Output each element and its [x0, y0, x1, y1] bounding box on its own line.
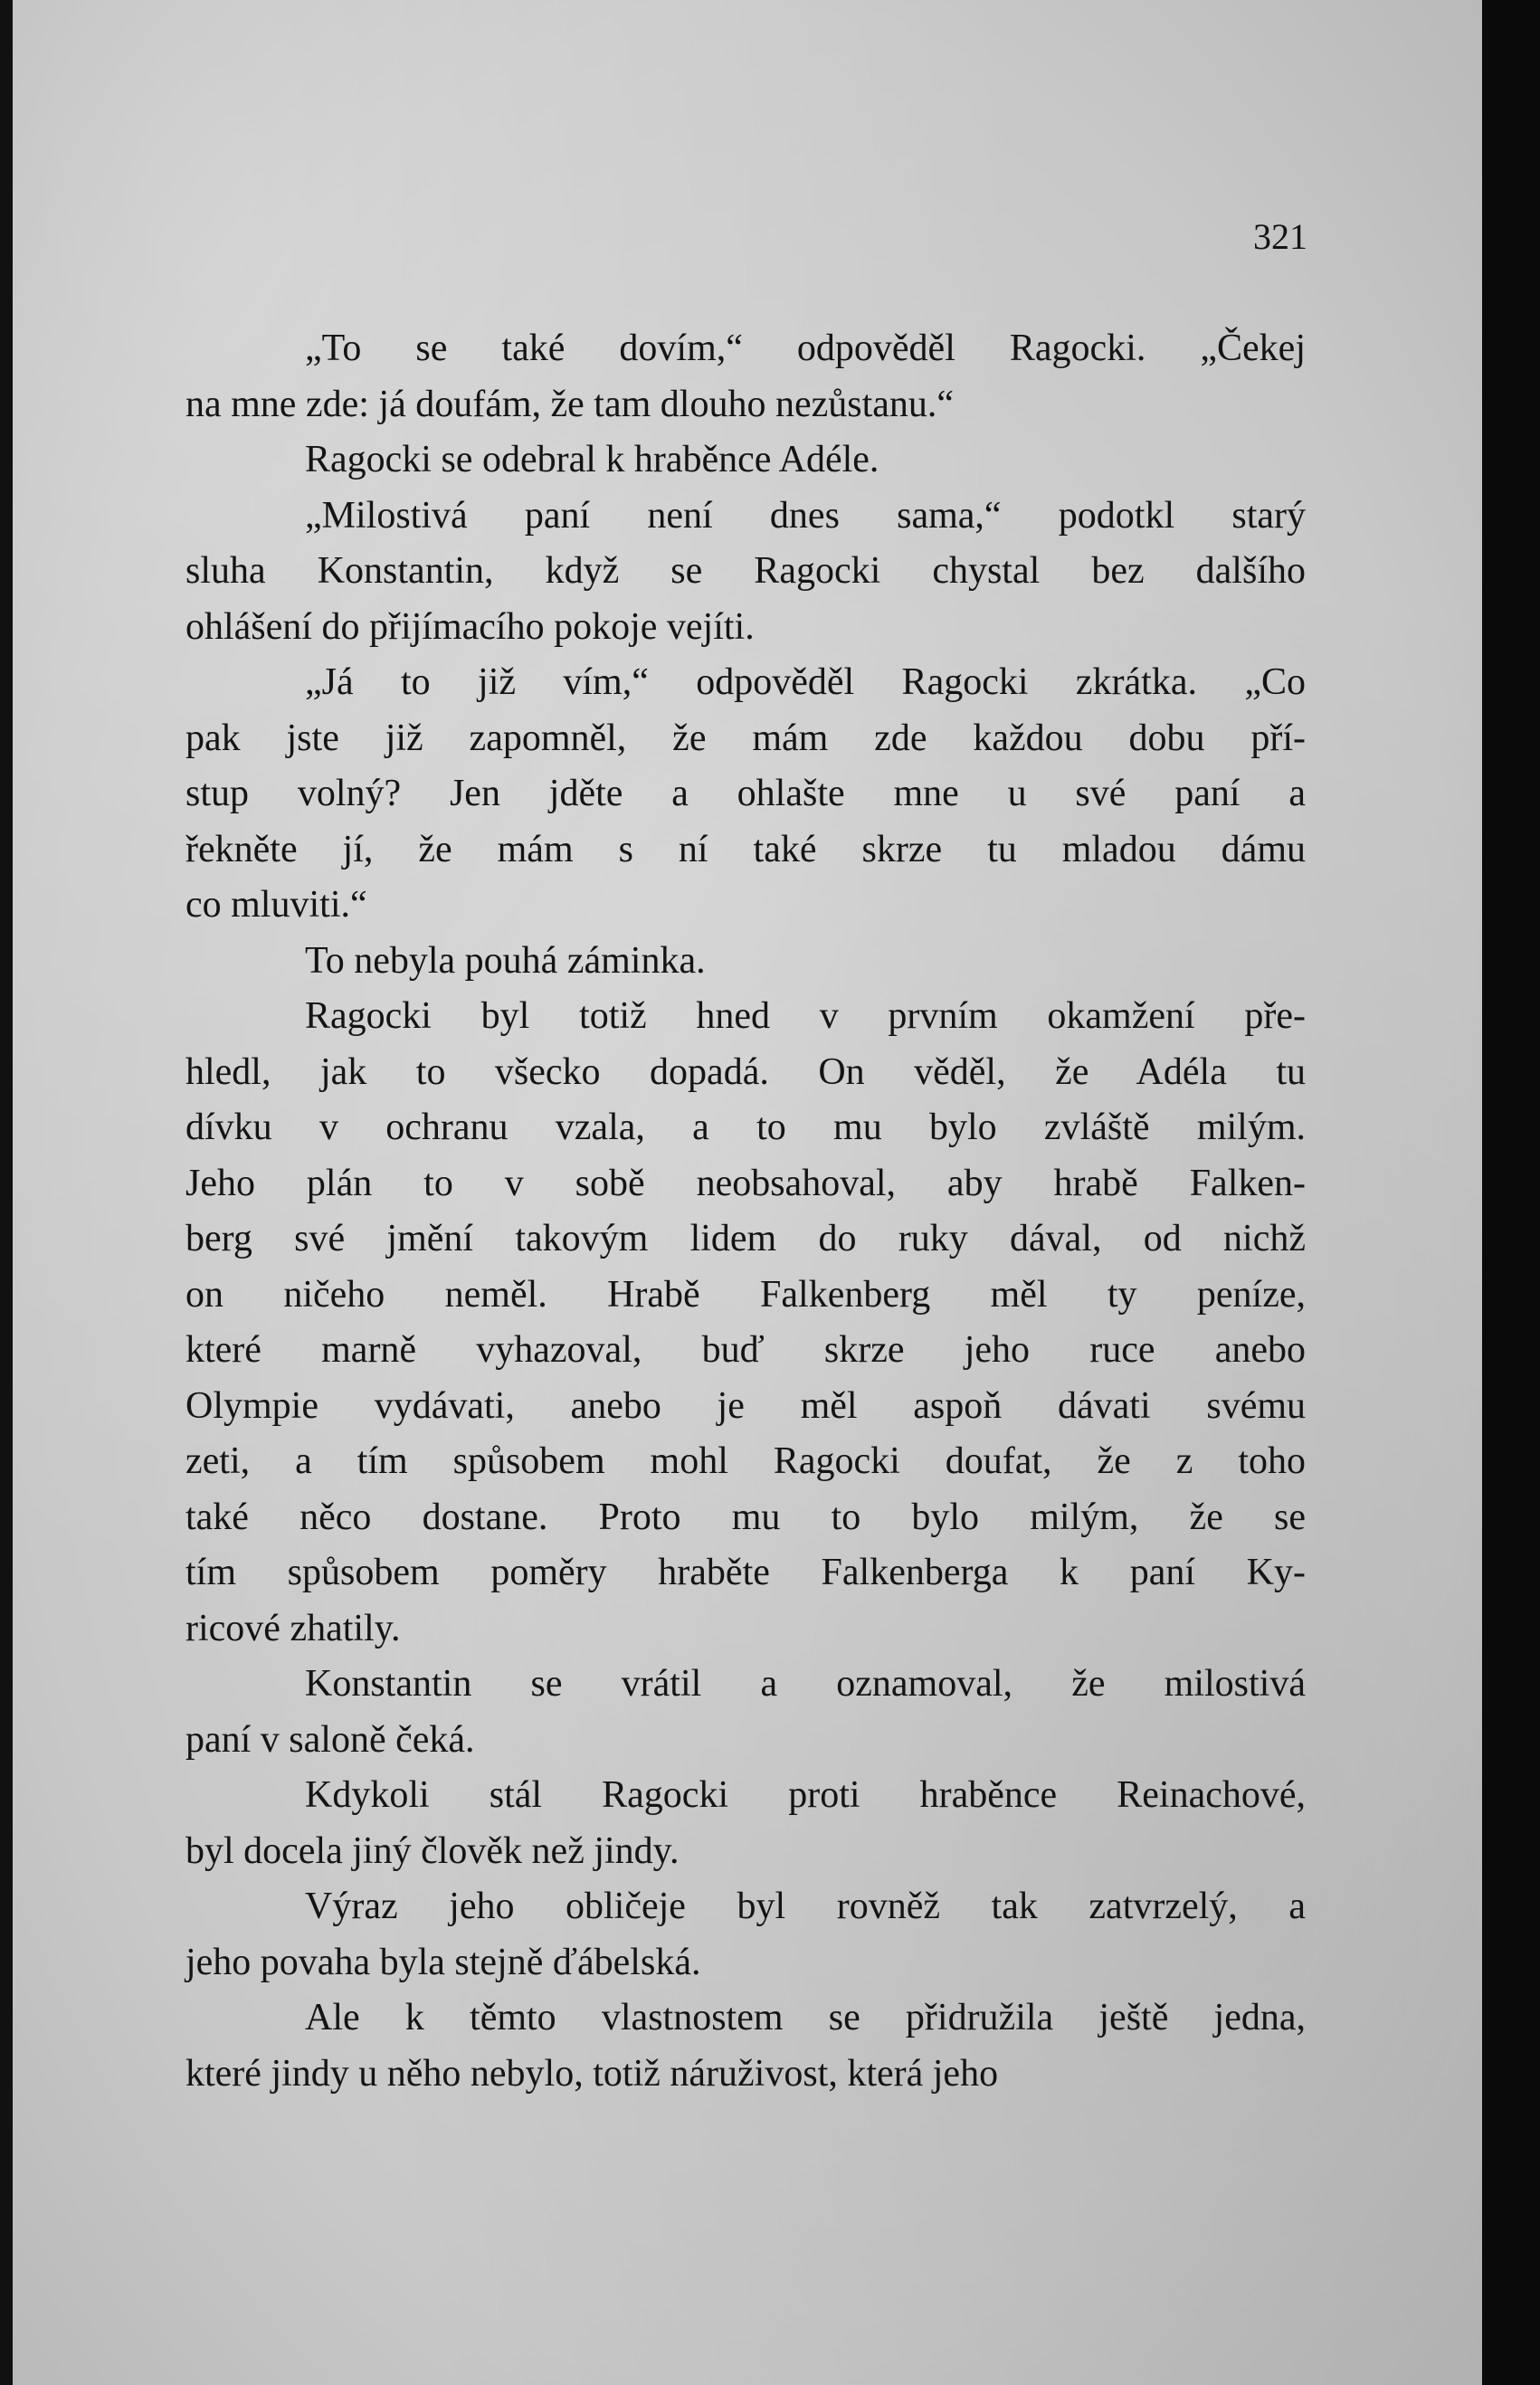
text-line: Výraz jeho obličeje byl rovněž tak zatvrzelý, a — [305, 1886, 1306, 1927]
paragraph — [185, 489, 1306, 656]
paragraph — [185, 989, 1306, 1657]
body-text — [185, 321, 1306, 2102]
text-line: Ale k těmto vlastnostem se přidružila ještě jedna, — [305, 1997, 1306, 2038]
text-line: sluha Konstantin, když se Ragocki chystal bez dalšího — [185, 550, 1306, 592]
text-line: hledl, jak to všecko dopadá. On věděl, že Adéla tu — [185, 1050, 1306, 1093]
paragraph — [185, 1991, 1306, 2102]
paragraph — [185, 1768, 1306, 1879]
text-line: „Milostivá paní není dnes sama,“ podotkl starý — [305, 494, 1306, 537]
page-right-edge — [1482, 0, 1540, 2385]
paragraph — [185, 432, 1306, 489]
paragraph — [185, 934, 1306, 990]
text-line: co mluviti.“ — [185, 884, 367, 926]
text-line: zeti, a tím spůsobem mohl Ragocki doufat, že z toho — [185, 1440, 1306, 1482]
paragraph — [185, 655, 1306, 934]
page-left-edge — [0, 0, 13, 2385]
text-line: „To se také dovím,“ odpověděl Ragocki. „Čekej — [305, 328, 1306, 369]
text-line: To nebyla pouhá záminka. — [305, 939, 706, 982]
text-line: berg své jmění takovým lidem do ruky dával, od nichž — [185, 1218, 1306, 1259]
text-line: Konstantin se vrátil a oznamoval, že milostivá — [305, 1663, 1306, 1705]
text-line: on ničeho neměl. Hrabě Falkenberg měl ty peníze, — [185, 1273, 1306, 1316]
paragraph — [185, 321, 1306, 432]
text-line: ricové zhatily. — [185, 1607, 401, 1649]
text-line: pak jste již zapomněl, že mám zde každou dobu pří- — [185, 717, 1306, 759]
text-line: Kdykoli stál Ragocki proti hraběnce Reinachové, — [305, 1774, 1306, 1816]
page-number: 321 — [1253, 216, 1307, 257]
text-line: také něco dostane. Proto mu to bylo milým, že se — [185, 1496, 1306, 1538]
text-line: dívku v ochranu vzala, a to mu bylo zvláště milým. — [185, 1107, 1306, 1148]
text-line: které marně vyhazoval, buď skrze jeho ruce anebo — [185, 1329, 1306, 1371]
text-line: Ragocki byl totiž hned v prvním okamžení pře- — [305, 995, 1306, 1037]
text-line: které jindy u něho nebylo, totiž náruživost, která jeho — [185, 2052, 999, 2095]
text-line: řekněte jí, že mám s ní také skrze tu mladou dámu — [185, 828, 1306, 870]
text-line: ohlášení do přijímacího pokoje vejíti. — [185, 605, 755, 648]
text-line: jeho povaha byla stejně ďábelská. — [185, 1941, 701, 1983]
text-line: Jeho plán to v sobě neobsahoval, aby hrabě Falken- — [185, 1162, 1306, 1204]
text-line: paní v saloně čeká. — [185, 1718, 475, 1761]
text-line: stup volný? Jen jděte a ohlašte mne u své paní a — [185, 773, 1306, 814]
text-line: Ragocki se odebral k hraběnce Adéle. — [305, 439, 879, 480]
text-line: „Já to již vím,“ odpověděl Ragocki zkrátka. „Co — [305, 661, 1306, 703]
paragraph — [185, 1657, 1306, 1768]
text-line: Olympie vydávati, anebo je měl aspoň dávati svému — [185, 1384, 1306, 1427]
text-line: tím spůsobem poměry hraběte Falkenberga k paní Ky- — [185, 1552, 1306, 1593]
text-line: na mne zde: já doufám, že tam dlouho nezůstanu.“ — [185, 383, 955, 425]
paragraph — [185, 1879, 1306, 1991]
text-line: byl docela jiný člověk než jindy. — [185, 1829, 680, 1872]
